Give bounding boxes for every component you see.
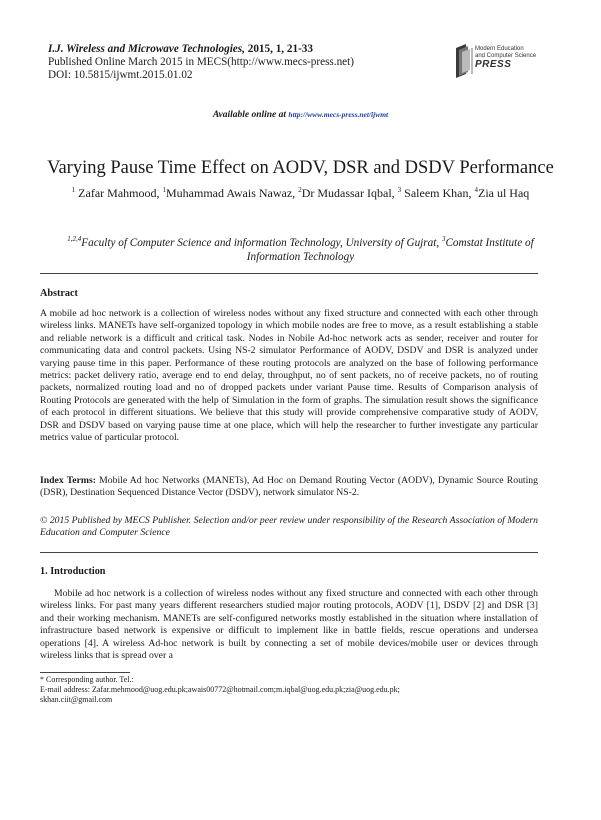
author-name: Zafar Mahmood, — [75, 186, 163, 200]
author-sup: 1 — [162, 186, 166, 194]
footnote — [40, 675, 538, 705]
abstract-body: A mobile ad hoc network is a collection of wireless nodes without any fixed structure and connected with each other through wireless links. MANETs have self-organized topology in which mobile nodes are free to move, as a result establishing a stable and reliable network is a difficult and critical task. Nodes in Nobile Ad-hoc network acts as sender, receiver and router for communicating data and control packets. Using NS-2 simulator Performance of AODV, DSDV and DSR is analyzed under varying pause time in this paper. Performance of these routing protocols are analyzed on the base of following performance metrics: packet delivery ratio, average end to end delay, throughput, no of sent packets, no of receive packets, no of routing packets, normalized routing load and no of dropped packets under variant Pause time. Results of Comparison analysis of Routing Protocols are generated with the help of Simulation in the form of graphs. The simulation result shows the significance of each protocol in different situations. We believe that this study will provide comprehensive comparative study of AODV, DSR and DSDV based on varying pause time at one place, which will help the researcher to further investigate any particular metrics value of particular protocol. — [40, 308, 538, 444]
author-sup: 2 — [298, 186, 302, 194]
journal-title: I.J. Wireless and Microwave Technologies, — [48, 43, 245, 55]
author-name: Saleem Khan, — [401, 186, 475, 200]
divider-top — [40, 273, 538, 274]
index-terms — [40, 475, 538, 500]
journal-year-issue: 2015, 1, 21-33 — [244, 43, 313, 55]
footnote-email: E-mail address: Zafar.mehmood@uog.edu.pk;awais00772@hotmail.com;m.iqbal@uog.edu.pk;zia@uog.edu.pk; — [40, 685, 400, 694]
available-online — [0, 110, 601, 120]
introduction-heading: 1. Introduction — [40, 566, 106, 577]
logo-line-2: and Computer Science — [475, 52, 537, 59]
index-terms-label: Index Terms: — [40, 475, 96, 486]
doi-line: DOI: 10.5815/ijwmt.2015.01.02 — [48, 69, 193, 81]
introduction-body: Mobile ad hoc network is a collection of wireless nodes without any fixed structure and connected with each other through wireless links. For past many years different researchers studied major routing protocols, AODV [1], DSDV [2] and DSR [3] and their working mechanism. MANETs are self-configured networks mostly established in the situation where installation of infrastructure based network is expensive or difficult to implement like in battle fields, rescue operations and undersea operations [4]. A wireless Ad-hoc network is built by connecting a set of mobile devices/mobile user or devices through wireless links that is spread over a — [40, 588, 538, 662]
author-sup: 4 — [474, 186, 478, 194]
author-list — [40, 186, 561, 201]
affiliation-text-2: Comstat Institute of Information Technology — [246, 237, 534, 263]
publisher-logo — [452, 40, 552, 80]
footnote-rule — [40, 672, 130, 673]
divider-bottom — [40, 552, 538, 553]
affiliation-sup-2: 3 — [441, 235, 446, 243]
affiliation-sup-1: 1,2,4 — [67, 235, 82, 243]
logo-line-1: Modern Education — [475, 46, 524, 52]
available-label: Available online at — [212, 110, 289, 120]
paper-title: Varying Pause Time Effect on AODV, DSR and DSDV Performance — [47, 158, 554, 178]
copyright-notice: © 2015 Published by MECS Publisher. Selection and/or peer review under responsibility of the Research Association of Modern Education and Computer Science — [40, 515, 538, 539]
journal-url-link[interactable]: http://www.mecs-press.net/ijwmt — [288, 110, 389, 119]
author-name: Muhammad Awais Nawaz, — [165, 186, 299, 200]
index-terms-text: Mobile Ad hoc Networks (MANETs), Ad Hoc on Demand Routing Vector (AODV), Dynamic Source Routing (DSR), Destination Sequenced Distance Vector (DSDV), network simulator NS-2. — [40, 475, 538, 499]
author-name: Dr Mudassar Iqbal, — [301, 186, 398, 200]
affiliation-text-1: Faculty of Computer Science and information Technology, University of Gujrat, — [81, 237, 442, 249]
affiliation — [40, 236, 561, 264]
author-sup: 1 — [71, 186, 76, 194]
journal-header — [48, 43, 354, 82]
abstract-heading: Abstract — [40, 288, 78, 299]
logo-press: PRESS — [475, 59, 512, 70]
author-sup: 3 — [397, 186, 402, 194]
author-name: Zia ul Haq — [477, 186, 530, 200]
journal-citation — [48, 43, 354, 56]
published-line: Published Online March 2015 in MECS(http://www.mecs-press.net) — [48, 56, 354, 68]
footnote-email-cont: skhan.ciit@gmail.com — [40, 695, 113, 704]
footnote-corresponding: * Corresponding author. Tel.: — [40, 675, 134, 684]
